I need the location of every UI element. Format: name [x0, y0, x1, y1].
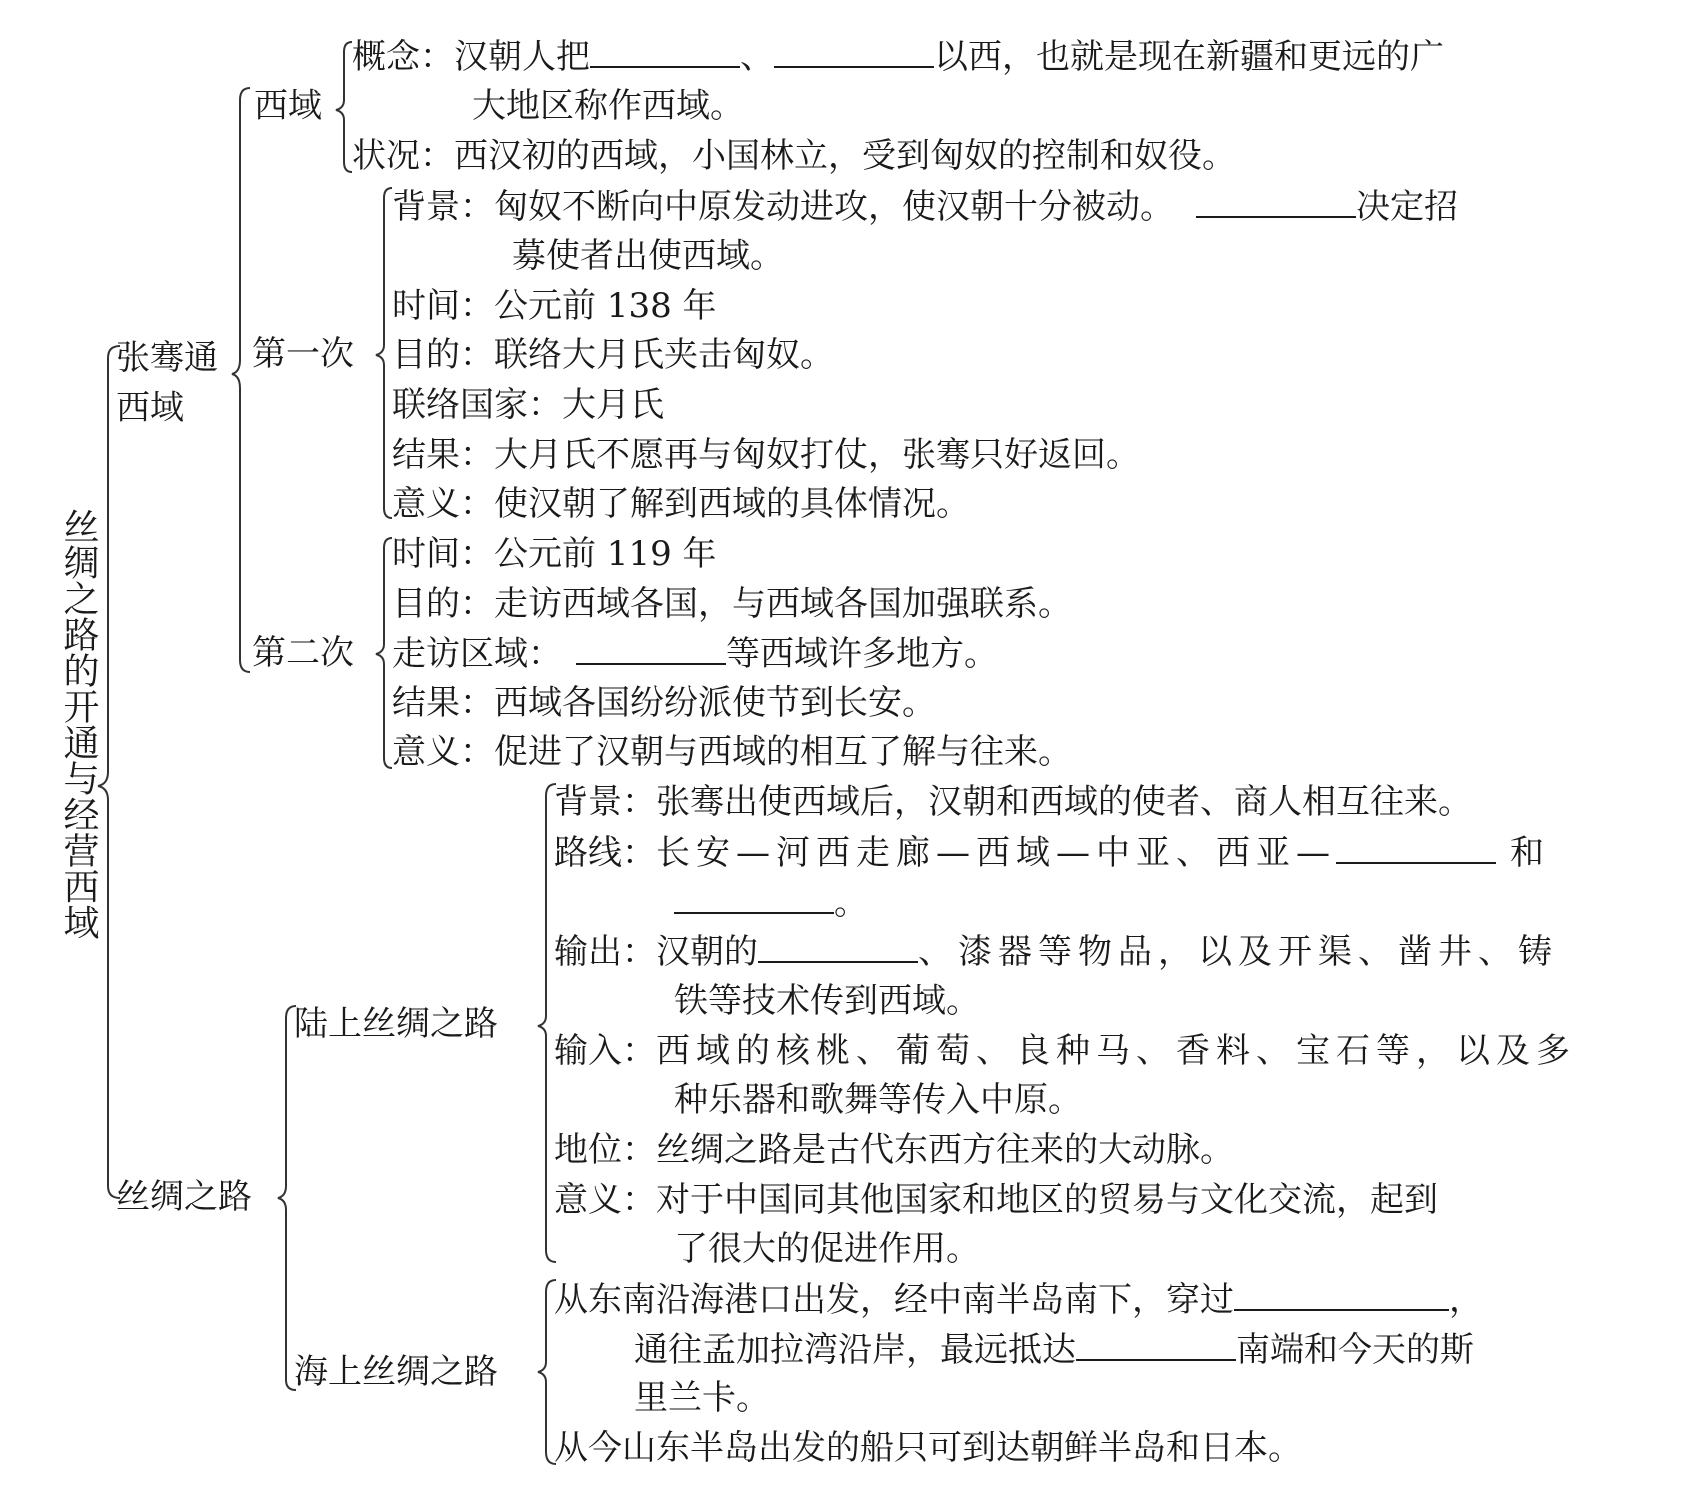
second-time-label: 时间： — [392, 534, 494, 574]
land-out-c: 铁等技术传到西域。 — [674, 981, 980, 1021]
xiyu-concept-a: 汉朝人把 — [454, 37, 590, 77]
land-meaning-label: 意义： — [554, 1180, 656, 1220]
land-route-end: 。 — [834, 883, 868, 923]
xiyu-concept-label: 概念： — [352, 37, 454, 77]
second-goal-text: 走访西域各国，与西域各国加强联系。 — [494, 584, 1072, 624]
answer-blank[interactable] — [1336, 832, 1496, 864]
land-meaning-a: 对于中国同其他国家和地区的贸易与文化交流，起到 — [656, 1180, 1438, 1220]
second-area-text: 等西域许多地方。 — [726, 634, 998, 674]
land-bg-text: 张骞出使西域后，汉朝和西域的使者、商人相互往来。 — [656, 782, 1472, 822]
first-brace — [376, 188, 392, 518]
zhangqian-label-line1: 张骞通 — [116, 338, 218, 378]
land-in-b: 种乐器和歌舞等传入中原。 — [674, 1080, 1082, 1120]
second-goal-row — [392, 584, 1072, 624]
land-route-row2 — [674, 882, 868, 923]
second-meaning-label: 意义： — [392, 732, 494, 772]
land-in-a: 西域的核桃、葡萄、良种马、香料、宝石等，以及多 — [656, 1031, 1576, 1071]
answer-blank[interactable] — [1234, 1279, 1449, 1311]
land-meaning-row — [554, 1180, 1438, 1220]
first-country-label: 联络国家： — [392, 385, 562, 425]
sea-label: 海上丝绸之路 — [294, 1352, 498, 1392]
first-meaning-row — [392, 484, 970, 524]
land-bg-row — [554, 782, 1472, 822]
first-result-label: 结果： — [392, 435, 494, 475]
second-result-text: 西域各国纷纷派使节到长安。 — [494, 683, 936, 723]
land-status-text: 丝绸之路是古代东西方往来的大动脉。 — [656, 1130, 1234, 1170]
sea-line2 — [634, 1329, 1474, 1370]
land-in-label: 输入： — [554, 1031, 656, 1071]
second-goal-label: 目的： — [392, 584, 494, 624]
land-route-label: 路线： — [554, 833, 656, 873]
xiyu-concept-b: 以西，也就是现在新疆和更远的广 — [934, 37, 1444, 77]
xiyu-status-row — [352, 136, 1236, 176]
answer-blank[interactable] — [758, 931, 918, 963]
zhangqian-label-line2: 西域 — [116, 388, 184, 428]
zhangqian-brace — [232, 88, 250, 672]
second-result-row — [392, 683, 936, 723]
land-out-a: 汉朝的 — [656, 932, 758, 972]
xiyu-concept-row — [352, 36, 1444, 77]
first-goal-label: 目的： — [392, 335, 494, 375]
main-brace — [98, 346, 120, 1198]
first-bg-row — [392, 186, 1458, 227]
first-label: 第一次 — [252, 334, 354, 374]
xiyu-status-text: 西汉初的西域，小国林立，受到匈奴的控制和奴役。 — [454, 136, 1236, 176]
first-result-text: 大月氏不愿再与匈奴打仗，张骞只好返回。 — [494, 435, 1140, 475]
sea-line4: 从今山东半岛出发的船只可到达朝鲜半岛和日本。 — [554, 1428, 1302, 1468]
first-goal-row — [392, 335, 834, 375]
answer-blank[interactable] — [674, 882, 834, 914]
first-bg-a: 匈奴不断向中原发动进攻，使汉朝十分被动。 — [494, 187, 1174, 227]
sea-line1 — [554, 1279, 1483, 1320]
first-meaning-text: 使汉朝了解到西域的具体情况。 — [494, 484, 970, 524]
land-out-label: 输出： — [554, 932, 656, 972]
xiyu-concept-sep: 、 — [740, 37, 774, 77]
silkroad-label: 丝绸之路 — [116, 1177, 252, 1217]
land-label: 陆上丝绸之路 — [294, 1004, 498, 1044]
answer-blank[interactable] — [590, 36, 740, 68]
first-meaning-label: 意义： — [392, 484, 494, 524]
answer-blank[interactable] — [774, 36, 934, 68]
sea-line3: 里兰卡。 — [634, 1378, 770, 1418]
sea-line1-a: 从东南沿海港口出发，经中南半岛南下，穿过 — [554, 1280, 1234, 1320]
xiyu-brace — [336, 42, 352, 172]
sea-line2-b: 南端和今天的斯 — [1236, 1330, 1474, 1370]
first-bg-b: 决定招 — [1356, 187, 1458, 227]
second-time-text: 公元前 119 年 — [494, 534, 717, 574]
first-time-text: 公元前 138 年 — [494, 286, 717, 326]
land-status-label: 地位： — [554, 1130, 656, 1170]
land-route-text: 长安—河西走廊—西域—中亚、西亚— — [656, 833, 1336, 873]
first-time-row — [392, 286, 717, 326]
first-country-row — [392, 385, 664, 425]
first-bg-c: 募使者出使西域。 — [512, 236, 784, 276]
xiyu-status-label: 状况： — [352, 136, 454, 176]
land-route-and: 和 — [1510, 833, 1544, 873]
xiyu-concept-c: 大地区称作西域。 — [472, 86, 744, 126]
land-in-row — [554, 1031, 1576, 1071]
land-status-row — [554, 1130, 1234, 1170]
vertical-title: 丝绸之路的开通与经营西域 — [58, 508, 99, 940]
second-area-label: 走访区域： — [392, 634, 562, 674]
first-goal-text: 联络大月氏夹击匈奴。 — [494, 335, 834, 375]
sea-line1-end: ， — [1449, 1280, 1483, 1320]
land-route-row — [554, 832, 1544, 873]
land-out-row — [554, 931, 1558, 972]
sea-line2-a: 通往孟加拉湾沿岸，最远抵达 — [634, 1330, 1076, 1370]
answer-blank[interactable] — [1196, 186, 1356, 218]
second-result-label: 结果： — [392, 683, 494, 723]
first-time-label: 时间： — [392, 286, 494, 326]
second-brace — [376, 538, 392, 768]
land-out-b: 、漆器等物品，以及开渠、凿井、铸 — [918, 932, 1558, 972]
silkroad-brace — [278, 1006, 296, 1390]
second-meaning-row — [392, 732, 1072, 772]
xiyu-label: 西域 — [254, 86, 322, 126]
second-area-row — [392, 633, 998, 674]
land-bg-label: 背景： — [554, 782, 656, 822]
answer-blank[interactable] — [576, 633, 726, 665]
second-label: 第二次 — [252, 633, 354, 673]
first-result-row — [392, 435, 1140, 475]
second-time-row — [392, 534, 717, 574]
first-country-text: 大月氏 — [562, 385, 664, 425]
land-meaning-b: 了很大的促进作用。 — [674, 1229, 980, 1269]
answer-blank[interactable] — [1076, 1329, 1236, 1361]
second-meaning-text: 促进了汉朝与西域的相互了解与往来。 — [494, 732, 1072, 772]
first-bg-label: 背景： — [392, 187, 494, 227]
